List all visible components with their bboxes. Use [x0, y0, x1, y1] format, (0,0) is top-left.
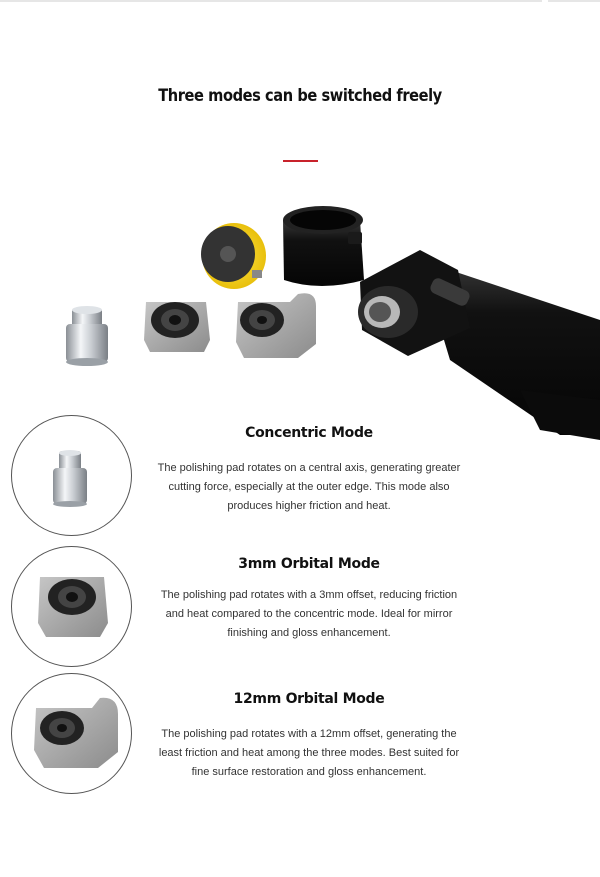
mode-description: The polishing pad rotates on a central axis, generating greater cutting force, especially at the outer edge. This mode also produces higher friction and heat. — [157, 462, 461, 512]
top-divider — [0, 0, 600, 2]
mode-title: 12mm Orbital Mode — [233, 691, 385, 707]
shroud-image — [283, 206, 364, 286]
right-angle-polisher-image — [358, 250, 600, 440]
mode-title: 3mm Orbital Mode — [238, 556, 380, 572]
mode-image-circle — [11, 415, 132, 536]
sanding-pad-image — [201, 223, 266, 289]
mode-title: Concentric Mode — [245, 425, 373, 441]
12mm-orbital-head-image — [236, 293, 316, 358]
3mm-orbital-head-image — [144, 302, 210, 352]
mode-description: The polishing pad rotates with a 12mm offset, generating the least friction and heat among the three modes. Best suited for fine surface restoration and gloss enhancement. — [158, 728, 460, 778]
page-headline: Three modes can be switched freely — [158, 86, 442, 106]
accent-underline — [283, 160, 318, 162]
concentric-spindle-thumb — [12, 416, 131, 535]
mode-description: The polishing pad rotates with a 3mm offset, reducing friction and heat compared to the concentric mode. Ideal for mirror finishing and gloss enhancement. — [160, 589, 458, 639]
3mm-orbital-head-thumb — [12, 547, 131, 666]
concentric-spindle-image — [66, 306, 108, 366]
mode-image-circle — [11, 673, 132, 794]
hero-product-image — [0, 190, 600, 450]
12mm-orbital-head-thumb — [12, 674, 131, 793]
mode-image-circle — [11, 546, 132, 667]
